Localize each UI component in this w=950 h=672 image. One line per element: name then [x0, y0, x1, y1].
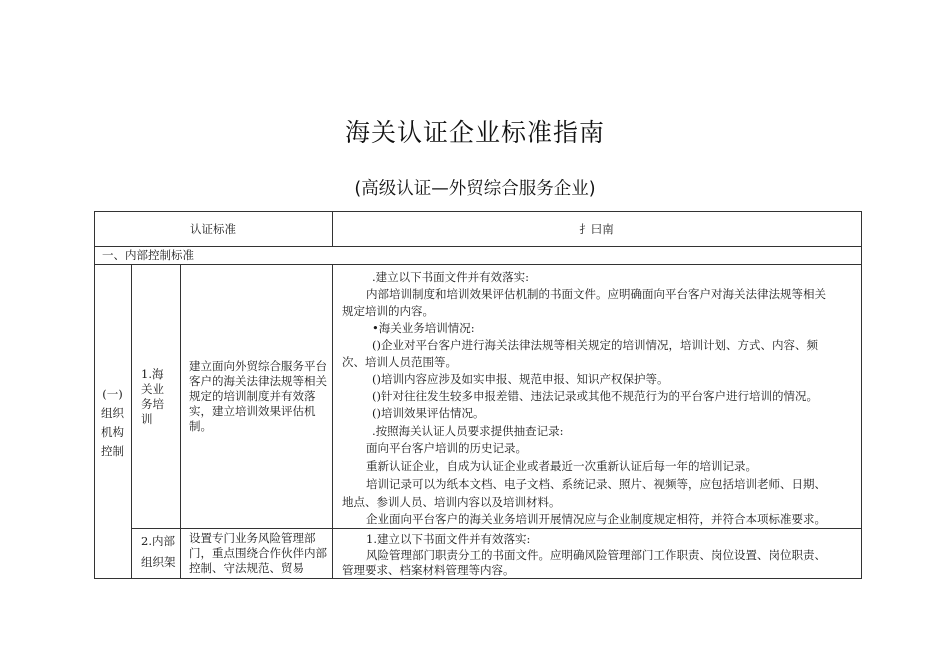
item2-name-line: 2.内部 [141, 534, 175, 548]
item2-guide-line: 风险管理部门职责分工的书面文件。应明确风险管理部门工作职责、岗位设置、岗位职责、 [366, 548, 826, 562]
item2-guide-line: 1.建立以下书面文件并有效落实: [366, 532, 531, 546]
item1-guide-line: ()培训内容应涉及如实申报、规范申报、知识产权保护等。 [372, 372, 669, 386]
item2-guide-line: 管理要求、档案材料管理等内容。 [342, 563, 515, 577]
header-guide: 扌曰南 [579, 222, 614, 236]
item1-guide-line: ()培训效果评估情况。 [372, 406, 485, 420]
header-divider [94, 246, 862, 247]
item1-guide-line: 内部培训制度和培训效果评估机制的书面文件。应明确面向平台客户对海关法律法规等相关 [366, 287, 826, 301]
item1-guide-line: .建立以下书面文件并有效落实: [372, 270, 530, 284]
item1-name-line: 务培 [141, 397, 164, 411]
item1-guide-line: 面向平台客户培训的历史记录。 [366, 441, 527, 455]
section-heading: 一、内部控制标准 [102, 248, 194, 262]
item1-guide-line: •海关业务培训情况: [372, 321, 475, 335]
document-subtitle: (高级认证—外贸综合服务企业) [354, 179, 596, 199]
document-title: 海关认证企业标准指南 [344, 118, 605, 147]
item1-name-line: 训 [141, 412, 153, 426]
item1-name-line: 1.海 [141, 367, 164, 381]
row-divider [131, 528, 862, 529]
item2-standard-text: 设置专门业务风险管理部门，重点围绕合作伙伴内部控制、守法规范、贸易 [189, 531, 327, 575]
table-border-bottom [94, 578, 862, 579]
table-border-top [94, 211, 862, 212]
item2-name-line: 组织架 [141, 555, 176, 569]
category-label-2: 机构 [101, 425, 124, 439]
item1-guide-line: 规定培训的内容。 [342, 304, 434, 318]
column-divider-category [131, 264, 132, 579]
column-divider-item [180, 264, 181, 579]
section-divider [94, 264, 862, 265]
category-label-3: 控制 [101, 444, 124, 458]
item1-guide-line: ()企业对平台客户进行海关法律法规等相关规定的培训情况，培训计划、方式、内容、频 [372, 338, 818, 352]
item1-guide-line: 企业面向平台客户的海关业务培训开展情况应与企业制度规定相符，并符合本项标准要求。 [366, 512, 826, 526]
category-label-1: 组织 [101, 406, 124, 420]
item1-guide-line: 培训记录可以为纸本文档、电子文档、系统记录、照片、视频等，应包括培训老师、日期、 [366, 477, 826, 491]
item1-name-line: 关业 [141, 382, 164, 396]
item1-guide-line: .按照海关认证人员要求提供抽查记录: [372, 424, 564, 438]
column-divider-guide-body [332, 264, 333, 579]
header-standard: 认证标准 [190, 222, 236, 236]
item1-guide-line: 次、培训人员范围等。 [342, 355, 457, 369]
category-number: (一) [102, 387, 123, 401]
item1-guide-line: ()针对往往发生较多申报差错、违法记录或其他不规范行为的平台客户进行培训的情况。 [372, 389, 818, 403]
item1-standard-text: 建立面向外贸综合服务平台客户的海关法律法规等相关规定的培训制度并有效落实，建立培训效果评估机制。 [189, 359, 327, 433]
item1-guide-line: 重新认证企业，自成为认证企业或者最近一次重新认证后每一年的培训记录。 [366, 459, 757, 473]
table-border-right [861, 211, 862, 579]
item1-guide-line: 地点、参训人员、培训内容以及培训材料。 [342, 495, 561, 509]
